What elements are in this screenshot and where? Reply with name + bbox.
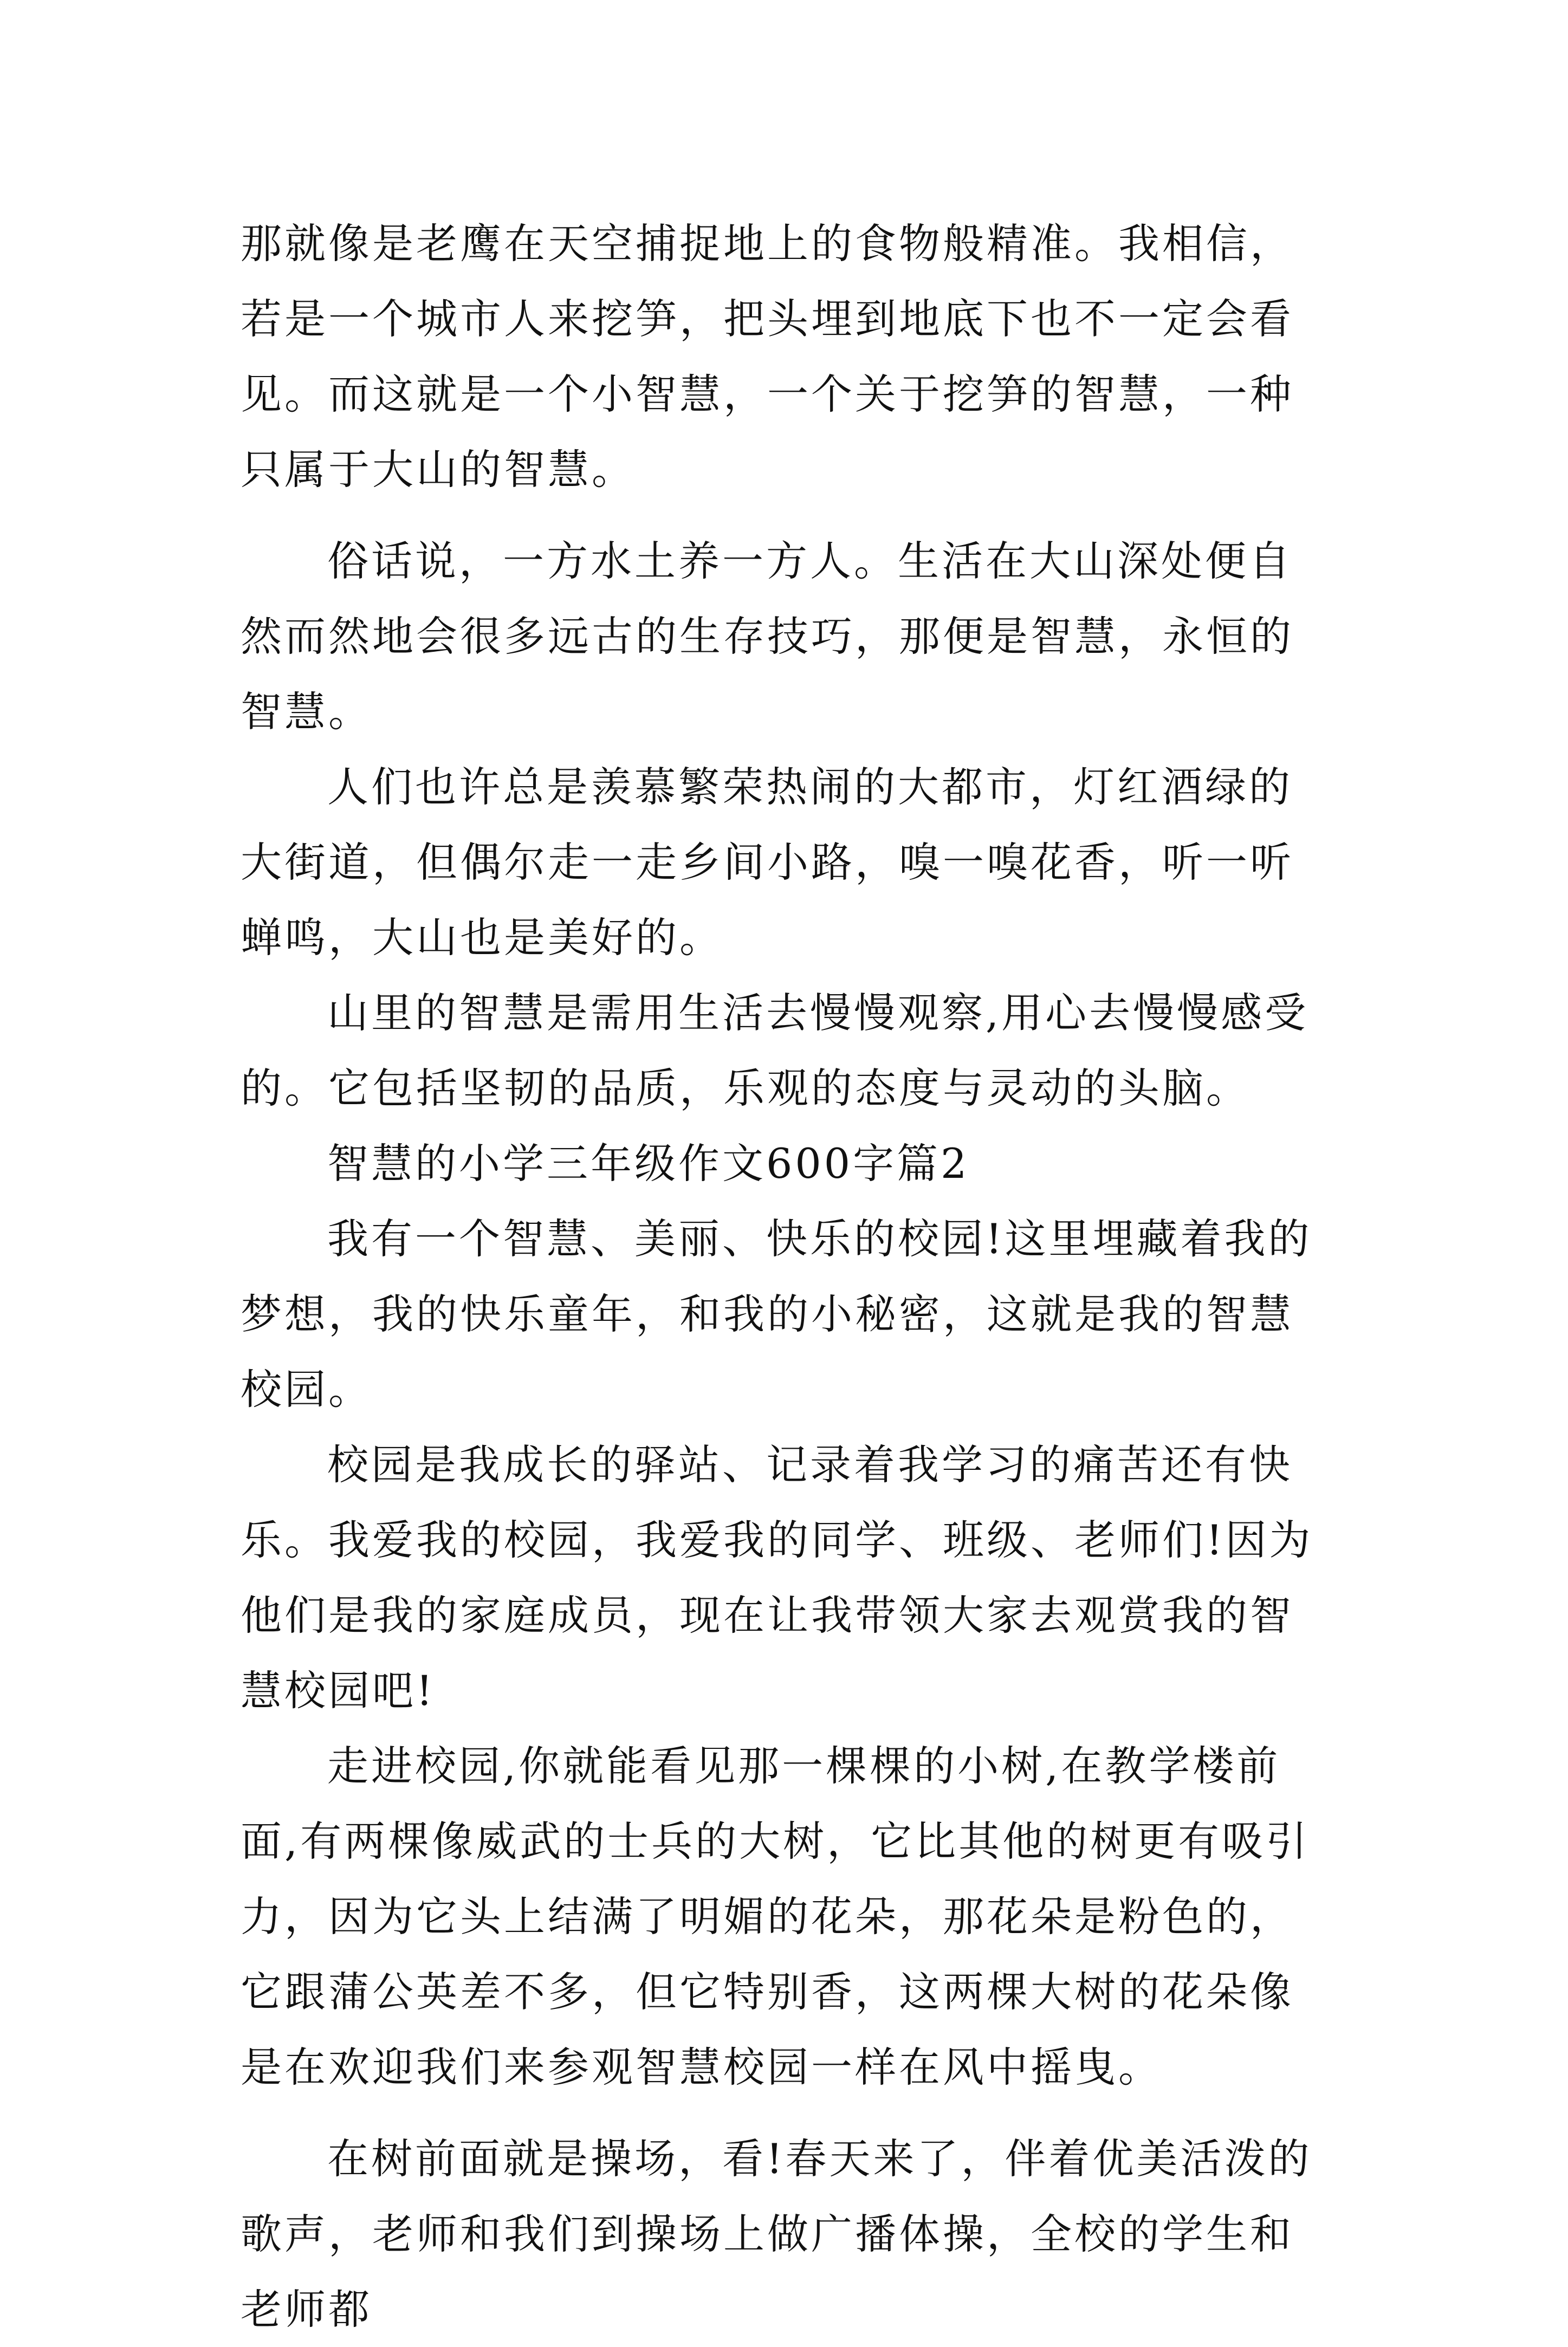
- paragraph-8: 在树前面就是操场，看!春天来了，伴着优美活泼的歌声，老师和我们到操场上做广播体操，全校的学生和老师都: [241, 2135, 1312, 2333]
- paragraph-7: 走进校园,你就能看见那一棵棵的小树,在教学楼前面,有两棵像威武的士兵的大树，它比其他的树更有吸引力，因为它头上结满了明媚的花朵，那花朵是粉色的，它跟蒲公英差不多，但它特别香，这两棵大树的花朵像是在欢迎我们来参观智慧校园一样在风中摇曳。: [241, 1742, 1310, 2091]
- paragraph-2: 俗话说，一方水土养一方人。生活在大山深处便自然而然地会很多远古的生存技巧，那便是智慧，永恒的智慧。: [241, 537, 1294, 736]
- document-body: [241, 206, 1335, 2347]
- section-title: 智慧的小学三年级作文600字篇2: [327, 1139, 970, 1188]
- paragraph-4: 山里的智慧是需用生活去慢慢观察,用心去慢慢感受的。它包括坚韧的品质，乐观的态度与灵动的头脑。: [241, 989, 1309, 1112]
- paragraph-1: 那就像是老鹰在天空捕捉地上的食物般精准。我相信，若是一个城市人来挖笋，把头埋到地底下也不一定会看见。而这就是一个小智慧，一个关于挖笋的智慧，一种只属于大山的智慧。: [241, 219, 1294, 494]
- paragraph-6: 校园是我成长的驿站、记录着我学习的痛苦还有快乐。我爱我的校园，我爱我的同学、班级、老师们!因为他们是我的家庭成员，现在让我带领大家去观赏我的智慧校园吧!: [241, 1441, 1313, 1715]
- paragraph-5: 我有一个智慧、美丽、快乐的校园!这里埋藏着我的梦想，我的快乐童年，和我的小秘密，这就是我的智慧校园。: [241, 1215, 1312, 1414]
- paragraph-3: 人们也许总是羡慕繁荣热闹的大都市，灯红酒绿的大街道，但偶尔走一走乡间小路，嗅一嗅花香，听一听蝉鸣，大山也是美好的。: [241, 763, 1294, 962]
